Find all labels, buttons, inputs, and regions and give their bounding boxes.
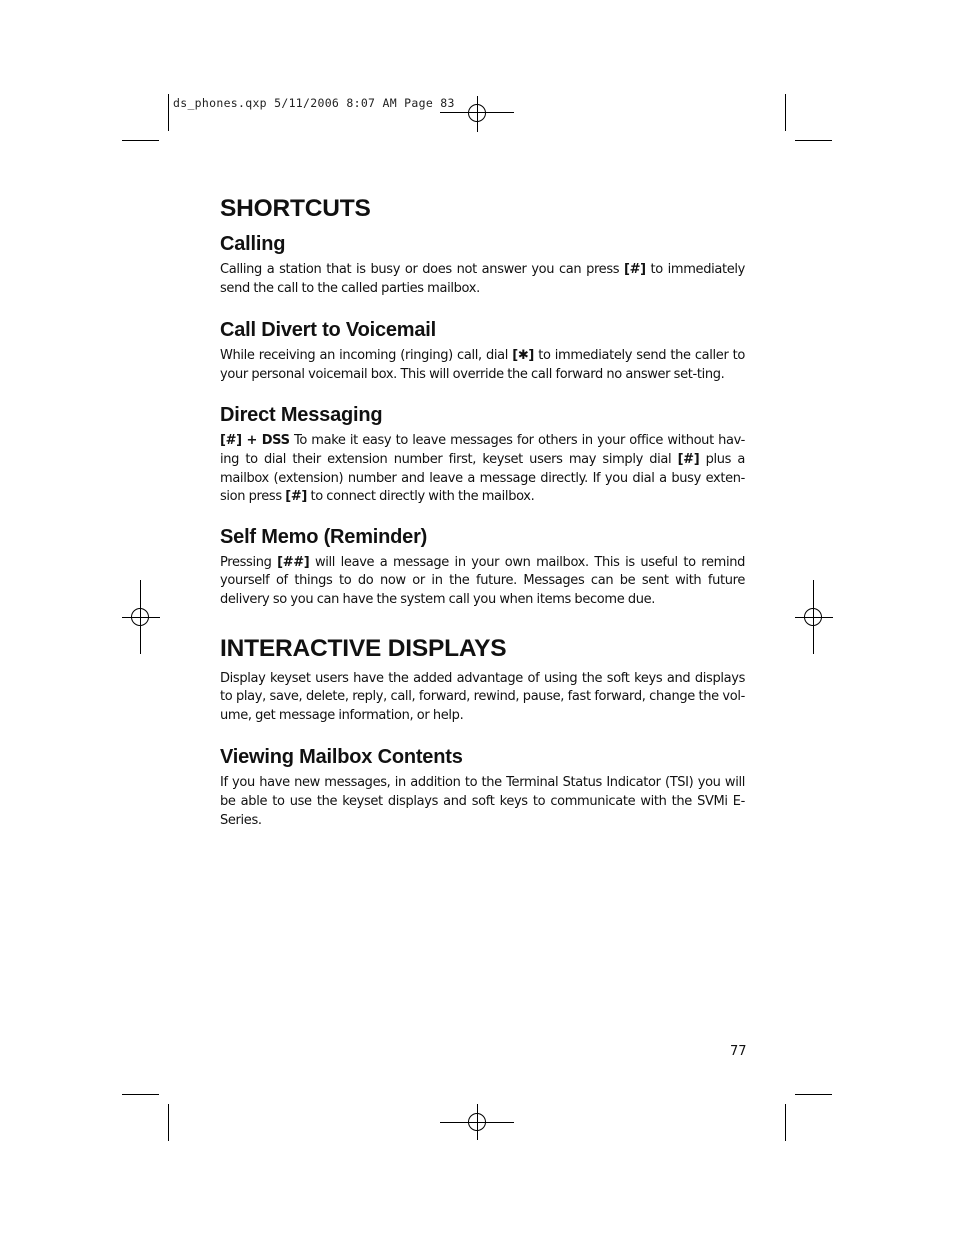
heading-calling: Calling [220, 233, 286, 255]
heading-viewing-mailbox: Viewing Mailbox Contents [220, 746, 463, 769]
crop-mark [122, 1094, 159, 1095]
section-title-shortcuts: SHORTCUTS [220, 195, 371, 222]
crop-mark [122, 140, 159, 141]
paragraph-self-memo: Pressing [##] will leave a message in your own mailbox. This is useful to remind yourself of things to do now or in the future. Messages can be sent with future delivery so you can have the system call you when items become due. [220, 554, 746, 607]
registration-target-icon [131, 608, 149, 626]
registration-target-icon [468, 104, 486, 122]
heading-self-memo: Self Memo (Reminder) [220, 525, 428, 548]
crop-mark [785, 1104, 786, 1141]
key-hash-dss: [#] + DSS [220, 433, 290, 449]
key-hash: [#] [285, 489, 307, 505]
page-number: 77 [730, 1044, 747, 1059]
crop-mark [168, 1104, 169, 1141]
heading-call-divert: Call Divert to Voicemail [220, 319, 437, 342]
paragraph-direct-messaging: [#] + DSS To make it easy to leave messages for others in your office without hav-ing to dial their extension number first, keyset users may simply dial [#] plus a mailbox (extension) number and leave a message directly. If you dial a busy exten-sion press [#] to connect directly with the mailbox. [220, 433, 745, 505]
key-hash: [#] [623, 262, 646, 277]
main-content [220, 192, 745, 830]
paragraph-interactive-intro: Display keyset users have the added advantage of using the soft keys and displays to play, save, delete, reply, call, forward, rewind, pause, fast forward, change the vol-ume, get message information, or help. [220, 670, 745, 723]
paragraph-viewing-mailbox: If you have new messages, in addition to the Terminal Status Indicator (TSI) you will be able to use the keyset displays and soft keys to communicate with the SVMi E-Series. [220, 775, 745, 828]
paragraph-call-divert: While receiving an incoming (ringing) call, dial [✱] to immediately send the caller to your personal voicemail box. This will override the call forward no answer set-ting. [220, 348, 746, 382]
crop-mark [168, 94, 169, 131]
heading-direct-messaging: Direct Messaging [220, 404, 383, 427]
paragraph-calling: Calling a station that is busy or does not answer you can press [#] to immediately send the call to the called parties mailbox. [220, 262, 745, 296]
crop-mark [795, 140, 832, 141]
print-slug: ds_phones.qxp 5/11/2006 8:07 AM Page 83 [173, 96, 455, 110]
section-title-interactive-displays: INTERACTIVE DISPLAYS [220, 634, 507, 662]
crop-mark [785, 94, 786, 131]
registration-target-icon [468, 1113, 486, 1131]
key-double-hash: [##] [277, 554, 310, 570]
crop-mark [795, 1094, 832, 1095]
registration-target-icon [804, 608, 822, 626]
key-star: [✱] [512, 348, 534, 364]
key-hash: [#] [677, 451, 700, 467]
